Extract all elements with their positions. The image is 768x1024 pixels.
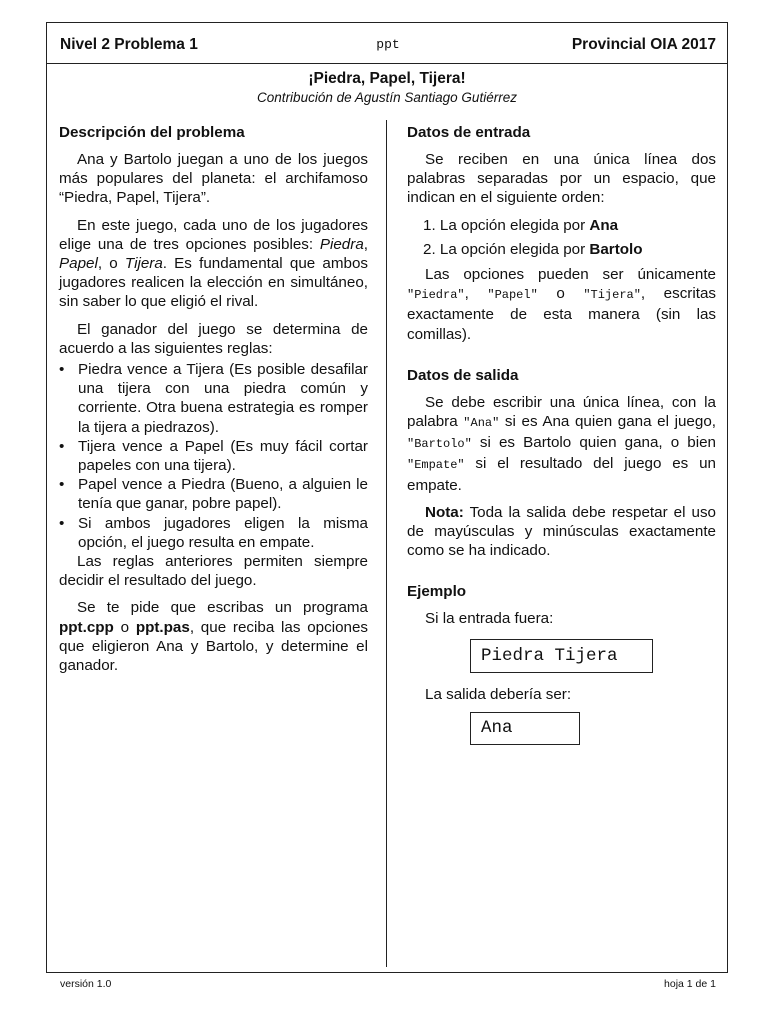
list-item: • Papel vence a Piedra (Bueno, a alguien le tenía que ganar, pobre papel). <box>59 476 368 513</box>
list-item: 2. La opción elegida por Bartolo <box>423 240 643 258</box>
output-note: Nota: Toda la salida debe respetar el uso de mayúsculas y minúsculas exactamente como se ha indicado. <box>407 503 716 560</box>
description-paragraph-3: El ganador del juego se determina de acuerdo a las siguientes reglas: <box>59 320 368 357</box>
page-header <box>60 36 716 56</box>
header-problem-code: ppt <box>376 37 400 52</box>
bullet-icon: • <box>59 361 65 379</box>
header-divider <box>46 63 728 64</box>
list-item: • Si ambos jugadores eligen la misma opción, el juego resulta en empate. <box>59 514 368 551</box>
example-input-label: Si la entrada fuera: <box>425 610 554 628</box>
list-item: • Tijera vence a Papel (Es muy fácil cortar papeles con una tijera). <box>59 437 368 475</box>
bullet-icon: • <box>59 514 65 532</box>
example-output-box: Ana <box>470 712 580 745</box>
footer-page-count: hoja 1 de 1 <box>664 978 716 990</box>
example-output-label: La salida debería ser: <box>425 685 572 703</box>
header-level: Nivel 2 Problema 1 <box>60 36 198 53</box>
list-item: 1. La opción elegida por Ana <box>423 216 619 234</box>
column-divider <box>386 120 387 967</box>
description-paragraph-5: Se te pide que escribas un programa ppt.cpp o ppt.pas, que reciba las opciones que eligieron Ana y Bartolo, y determine el ganador. <box>59 599 368 675</box>
input-paragraph-1: Se reciben en una única línea dos palabras separadas por un espacio, que indican en el siguiente orden: <box>407 151 716 207</box>
input-heading: Datos de entrada <box>407 124 531 141</box>
description-paragraph-1: Ana y Bartolo juegan a uno de los juegos más populares del planeta: el archifamoso “Piedra, Papel, Tijera”. <box>59 151 368 207</box>
output-paragraph-1: Se debe escribir una única línea, con la palabra "Ana" si es Ana quien gana el juego, "Bartolo" si es Bartolo quien gana, o bien "Empate" si el resultado del juego es un empate. <box>407 393 716 494</box>
bullet-icon: • <box>59 476 65 494</box>
list-item: • Piedra vence a Tijera (Es posible desafilar una tijera con una piedra común y corriente. Otra buena estrategia es romper la tijera a piedrazos). <box>59 361 368 436</box>
problem-author: Contribución de Agustín Santiago Gutiérrez <box>257 90 517 105</box>
bullet-icon: • <box>59 437 65 455</box>
input-order-list <box>407 216 716 259</box>
footer-version: versión 1.0 <box>60 978 112 990</box>
rules-list <box>59 360 368 552</box>
description-paragraph-2: En este juego, cada uno de los jugadores elige una de tres opciones posibles: Piedra, Papel, o Tijera. Es fundamental que ambos jugadores realicen la elección en simultáneo, sin saber lo que eligió el rival. <box>59 216 368 311</box>
right-column <box>407 123 716 745</box>
example-input-box: Piedra Tijera <box>470 639 653 673</box>
header-contest: Provincial OIA 2017 <box>571 36 716 53</box>
input-paragraph-2: Las opciones pueden ser únicamente "Piedra", "Papel" o "Tijera", escritas exactamente de esta manera (sin las comillas). <box>407 266 716 343</box>
example-heading: Ejemplo <box>407 583 467 601</box>
description-paragraph-4: Las reglas anteriores permiten siempre decidir el resultado del juego. <box>59 553 368 590</box>
description-heading: Descripción del problema <box>59 124 245 141</box>
problem-title: ¡Piedra, Papel, Tijera! <box>308 70 466 87</box>
left-column <box>59 123 368 683</box>
output-heading: Datos de salida <box>407 366 519 384</box>
footer-divider <box>46 972 728 973</box>
